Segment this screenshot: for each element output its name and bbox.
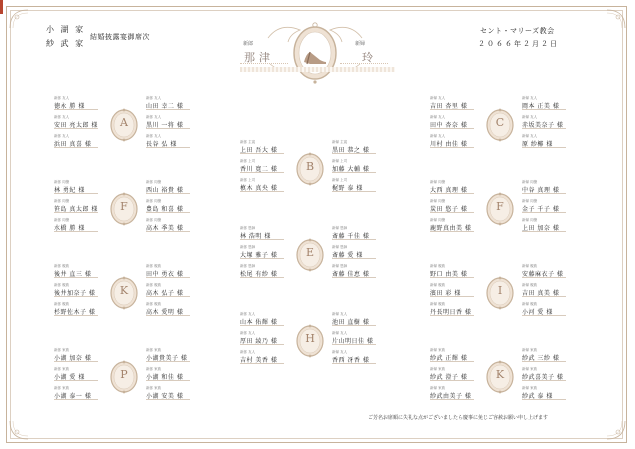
guest-seat [54, 302, 114, 320]
guest-relation: 新郎 同僚 [146, 199, 162, 203]
guest-relation: 新婦 家族 [522, 386, 538, 390]
guest-relation: 新婦 同僚 [430, 199, 446, 203]
guest-relation: 新郎 恩師 [240, 245, 256, 249]
guest-relation: 新郎 友人 [146, 115, 162, 119]
guest-underline [146, 147, 190, 148]
guest-relation: 新婦 友人 [430, 115, 446, 119]
corner-ornament-icon [605, 8, 627, 30]
guest-name: 林 浩明 様 [240, 233, 271, 240]
guest-name: 池田 直樹 様 [332, 319, 370, 326]
table-letter: I [497, 284, 503, 297]
guest-seat [240, 140, 300, 158]
guest-name: 野口 由美 様 [430, 271, 468, 278]
guest-seat [240, 312, 300, 330]
guest-relation: 新婦 家族 [522, 348, 538, 352]
guest-seat [430, 283, 490, 301]
guest-seat [522, 134, 582, 152]
decorative-lace-band [240, 67, 395, 72]
guest-name: 高木 季美 様 [146, 225, 184, 232]
guest-name: 黒田 恭之 様 [332, 147, 370, 154]
guest-relation: 新婦 同僚 [430, 218, 446, 222]
guest-name: 小河 愛 様 [522, 309, 553, 316]
guest-seat [332, 226, 392, 244]
guest-underline [522, 380, 566, 381]
guest-name: 浜田 真喜 様 [54, 141, 92, 148]
bride-name-underline [340, 63, 388, 64]
guest-relation: 新郎 恩師 [240, 264, 256, 268]
shoe-medallion-icon [260, 16, 370, 88]
guest-name: 豊島 和喜 様 [146, 206, 184, 213]
guest-relation: 新郎 親族 [146, 283, 162, 287]
guest-seat [430, 386, 490, 404]
guest-seat [522, 348, 582, 366]
guest-name: 山本 佑輝 様 [240, 319, 278, 326]
guest-relation: 新婦 親族 [522, 264, 538, 268]
guest-seat [240, 331, 300, 349]
guest-relation: 新婦 恩師 [332, 245, 348, 249]
guest-underline [146, 231, 190, 232]
guest-underline [522, 147, 566, 148]
groom-label: 新郎 [243, 41, 254, 47]
guest-underline [522, 109, 566, 110]
guest-name: 後井加奈子 様 [54, 290, 96, 297]
guest-name: 杉野佐木子 様 [54, 309, 96, 316]
guest-relation: 新婦 友人 [522, 134, 538, 138]
guest-seat [54, 199, 114, 217]
guest-underline [146, 399, 190, 400]
guest-name: 黒川 一将 様 [146, 122, 184, 129]
guest-name: 小湖 愛 様 [54, 374, 85, 381]
guest-underline [430, 109, 474, 110]
guest-underline [54, 296, 98, 297]
guest-relation: 新郎 友人 [54, 134, 70, 138]
guest-underline [146, 109, 190, 110]
bride-label: 新婦 [355, 41, 366, 47]
guest-seat [54, 115, 114, 133]
guest-name: 小湖貴美子 様 [146, 355, 188, 362]
guest-relation: 新郎 上司 [240, 178, 256, 182]
guest-seat [146, 96, 206, 114]
guest-underline [332, 325, 376, 326]
guest-underline [54, 380, 98, 381]
guest-name: 炭田 悠子 様 [430, 206, 468, 213]
guest-name: 大西 真理 様 [430, 187, 468, 194]
guest-seat [430, 134, 490, 152]
guest-name: 山田 幸二 様 [146, 103, 184, 110]
guest-name: 香川 寛二 様 [240, 166, 278, 173]
guest-underline [430, 380, 474, 381]
table-letter: F [496, 200, 504, 213]
guest-underline [240, 239, 284, 240]
guest-relation: 新郎 上司 [240, 159, 256, 163]
guest-underline [54, 193, 98, 194]
guest-name: 小湖 和佳 様 [146, 374, 184, 381]
guest-seat [332, 245, 392, 263]
guest-underline [522, 361, 566, 362]
bride-name: 玲 [362, 51, 377, 64]
table-letter: K [119, 284, 129, 297]
guest-underline [54, 315, 98, 316]
guest-seat [240, 350, 300, 368]
guest-seat [522, 96, 582, 114]
guest-seat [522, 264, 582, 282]
guest-underline [240, 258, 284, 259]
guest-name: 鹿野真由美 様 [430, 225, 472, 232]
guest-relation: 新郎 家族 [54, 367, 70, 371]
guest-seat [522, 199, 582, 217]
table-letter: A [120, 116, 128, 129]
guest-relation: 新婦 家族 [430, 386, 446, 390]
guest-name: 紗武 正輝 様 [430, 355, 468, 362]
guest-relation: 新婦 友人 [430, 96, 446, 100]
guest-relation: 新郎 家族 [146, 367, 162, 371]
guest-name: 紗武 泰 様 [522, 393, 553, 400]
guest-name: 田中 勇衣 様 [146, 271, 184, 278]
guest-relation: 新婦 同僚 [430, 180, 446, 184]
guest-name: 笹島 真太郎 様 [54, 206, 98, 213]
guest-underline [332, 344, 376, 345]
guest-relation: 新婦 恩師 [332, 226, 348, 230]
guest-relation: 新郎 親族 [54, 283, 70, 287]
guest-seat [146, 115, 206, 133]
event-title: 結婚披露宴御席次 [90, 33, 150, 41]
guest-underline [146, 296, 190, 297]
guest-relation: 新郎 友人 [240, 350, 256, 354]
guest-underline [54, 128, 98, 129]
guest-seat [54, 134, 114, 152]
guest-name: 松尾 有紗 様 [240, 271, 278, 278]
groom-name-underline [240, 63, 288, 64]
guest-seat [54, 180, 114, 198]
guest-underline [240, 363, 284, 364]
guest-seat [146, 199, 206, 217]
guest-relation: 新郎 同僚 [146, 180, 162, 184]
guest-seat [240, 159, 300, 177]
guest-underline [332, 239, 376, 240]
guest-relation: 新郎 主賓 [240, 140, 256, 144]
guest-relation: 新郎 同僚 [54, 218, 70, 222]
guest-relation: 新婦 上司 [332, 159, 348, 163]
bride-family-name: 紗 武 家 [46, 39, 86, 48]
guest-underline [430, 296, 474, 297]
guest-underline [522, 399, 566, 400]
guest-underline [332, 191, 376, 192]
guest-name: 上田 吾大 様 [240, 147, 278, 154]
guest-seat [146, 264, 206, 282]
guest-underline [430, 212, 474, 213]
guest-seat [332, 159, 392, 177]
guest-underline [430, 277, 474, 278]
guest-relation: 新婦 友人 [522, 115, 538, 119]
guest-underline [522, 315, 566, 316]
guest-name: 中谷 真理 様 [522, 187, 560, 194]
guest-name: 原 紗椰 様 [522, 141, 553, 148]
guest-underline [54, 212, 98, 213]
guest-name: 林 勇紀 様 [54, 187, 85, 194]
guest-name: 水橋 勝 様 [54, 225, 85, 232]
guest-underline [430, 231, 474, 232]
guest-name: 斎藤 愛 様 [332, 252, 363, 259]
guest-seat [522, 115, 582, 133]
guest-seat [332, 264, 392, 282]
guest-relation: 新婦 友人 [522, 96, 538, 100]
table-letter: B [305, 160, 315, 173]
guest-seat [54, 283, 114, 301]
guest-relation: 新郎 同僚 [54, 180, 70, 184]
guest-seat [332, 178, 392, 196]
guest-relation: 新郎 友人 [54, 96, 70, 100]
guest-relation: 新郎 同僚 [54, 199, 70, 203]
event-date: ２０６６年２月２日 [478, 40, 559, 48]
guest-seat [430, 199, 490, 217]
guest-underline [146, 193, 190, 194]
guest-seat [54, 218, 114, 236]
guest-relation: 新郎 友人 [146, 134, 162, 138]
guest-seat [522, 283, 582, 301]
groom-name: 那津 [244, 51, 274, 64]
guest-underline [54, 399, 98, 400]
guest-seat [522, 367, 582, 385]
guest-name: 安田 亮太郎 様 [54, 122, 98, 129]
guest-underline [240, 344, 284, 345]
guest-name: 濱田 彩 様 [430, 290, 461, 297]
guest-seat [54, 386, 114, 404]
guest-underline [522, 193, 566, 194]
guest-underline [54, 231, 98, 232]
guest-underline [240, 191, 284, 192]
guest-name: 徳永 勝 様 [54, 103, 85, 110]
guest-underline [332, 258, 376, 259]
guest-relation: 新郎 家族 [54, 348, 70, 352]
guest-underline [522, 296, 566, 297]
guest-seat [430, 180, 490, 198]
guest-relation: 新婦 親族 [430, 264, 446, 268]
guest-relation: 新郎 親族 [54, 264, 70, 268]
guest-seat [522, 386, 582, 404]
guest-name: 吉村 美香 様 [240, 357, 278, 364]
guest-seat [522, 180, 582, 198]
guest-underline [240, 325, 284, 326]
guest-seat [146, 386, 206, 404]
guest-name: 加藤 大輔 様 [332, 166, 370, 173]
guest-underline [54, 109, 98, 110]
guest-underline [54, 361, 98, 362]
guest-underline [240, 153, 284, 154]
guest-name: 片山明日佳 様 [332, 338, 374, 345]
guest-seat [430, 302, 490, 320]
guest-relation: 新婦 家族 [430, 348, 446, 352]
guest-name: 安藤麻衣子 様 [522, 271, 564, 278]
guest-name: 西山 裕貴 様 [146, 187, 184, 194]
guest-name: 斎藤 佳恵 様 [332, 271, 370, 278]
guest-relation: 新婦 同僚 [522, 180, 538, 184]
text-cursor-marker [0, 0, 3, 14]
guest-underline [146, 361, 190, 362]
guest-seat [240, 245, 300, 263]
guest-seat [332, 312, 392, 330]
groom-family-name: 小 湖 家 [46, 25, 86, 34]
guest-name: 小湖 泰一 様 [54, 393, 92, 400]
guest-name: 大塚 雅子 様 [240, 252, 278, 259]
guest-underline [146, 128, 190, 129]
corner-ornament-icon [605, 419, 627, 441]
guest-seat [240, 178, 300, 196]
guest-underline [146, 212, 190, 213]
guest-seat [332, 331, 392, 349]
guest-relation: 新郎 友人 [240, 312, 256, 316]
guest-relation: 新郎 友人 [54, 115, 70, 119]
guest-seat [146, 302, 206, 320]
guest-seat [54, 348, 114, 366]
guest-seat [430, 96, 490, 114]
guest-relation: 新郎 家族 [54, 386, 70, 390]
footer-note: ご芳名お席順に失礼な点がございましたら慶事に免じご容赦お願い申し上げます [368, 415, 549, 421]
guest-name: 香西 冴香 様 [332, 357, 370, 364]
guest-underline [430, 361, 474, 362]
guest-seat [146, 283, 206, 301]
guest-name: 吉田 杏里 様 [430, 103, 468, 110]
guest-name: 高木 愛明 様 [146, 309, 184, 316]
guest-relation: 新婦 親族 [522, 302, 538, 306]
table-letter: C [495, 116, 505, 129]
table-letter: K [495, 368, 505, 381]
guest-relation: 新郎 家族 [146, 348, 162, 352]
guest-relation: 新婦 同僚 [522, 199, 538, 203]
guest-name: 斎藤 千佳 様 [332, 233, 370, 240]
guest-relation: 新郎 親族 [146, 264, 162, 268]
guest-underline [522, 231, 566, 232]
guest-seat [430, 115, 490, 133]
guest-underline [522, 128, 566, 129]
guest-name: 小湖 安美 様 [146, 393, 184, 400]
guest-name: 厚田 綾乃 様 [240, 338, 278, 345]
guest-underline [240, 172, 284, 173]
guest-name: 紗武喜美子 様 [522, 374, 564, 381]
guest-underline [522, 212, 566, 213]
guest-name: 後井 直三 様 [54, 271, 92, 278]
guest-relation: 新郎 家族 [146, 386, 162, 390]
guest-underline [54, 147, 98, 148]
guest-name: 小湖 加奈 様 [54, 355, 92, 362]
guest-relation: 新婦 親族 [522, 283, 538, 287]
guest-name: 紗武 澄子 様 [430, 374, 468, 381]
guest-underline [146, 277, 190, 278]
guest-seat [430, 367, 490, 385]
guest-seat [430, 348, 490, 366]
guest-name: 田中 杏奈 様 [430, 122, 468, 129]
guest-underline [332, 172, 376, 173]
venue-name: セント・マリーズ教会 [480, 27, 555, 35]
table-letter: P [120, 368, 128, 381]
guest-underline [430, 315, 474, 316]
guest-name: 丹長明日香 様 [430, 309, 472, 316]
guest-seat [146, 180, 206, 198]
guest-seat [430, 264, 490, 282]
corner-ornament-icon [8, 8, 30, 30]
guest-name: 長谷 弘 様 [146, 141, 177, 148]
guest-seat [240, 264, 300, 282]
guest-relation: 新郎 恩師 [240, 226, 256, 230]
guest-relation: 新婦 友人 [332, 350, 348, 354]
guest-name: 上田 加奈 様 [522, 225, 560, 232]
guest-seat [146, 348, 206, 366]
guest-relation: 新婦 上司 [332, 178, 348, 182]
guest-underline [430, 399, 474, 400]
guest-name: 赤坂美奈子 様 [522, 122, 564, 129]
guest-relation: 新郎 同僚 [146, 218, 162, 222]
guest-relation: 新婦 親族 [430, 302, 446, 306]
guest-relation: 新婦 主賓 [332, 140, 348, 144]
guest-underline [430, 147, 474, 148]
corner-ornament-icon [8, 419, 30, 441]
guest-underline [522, 277, 566, 278]
guest-underline [332, 153, 376, 154]
table-letter: H [305, 332, 315, 345]
guest-name: 川村 由佳 様 [430, 141, 468, 148]
guest-relation: 新婦 親族 [430, 283, 446, 287]
guest-name: 紗武 三紗 様 [522, 355, 560, 362]
guest-relation: 新郎 親族 [54, 302, 70, 306]
guest-seat [146, 367, 206, 385]
guest-underline [54, 277, 98, 278]
guest-seat [54, 367, 114, 385]
guest-seat [146, 134, 206, 152]
guest-name: 紗武由美子 様 [430, 393, 472, 400]
guest-relation: 新郎 友人 [146, 96, 162, 100]
guest-seat [430, 218, 490, 236]
guest-relation: 新婦 同僚 [522, 218, 538, 222]
guest-name: 金子 千子 様 [522, 206, 560, 213]
guest-name: 岡本 正美 様 [522, 103, 560, 110]
table-letter: F [120, 200, 128, 213]
guest-seat [54, 96, 114, 114]
guest-underline [332, 277, 376, 278]
guest-relation: 新婦 友人 [332, 312, 348, 316]
guest-relation: 新婦 友人 [430, 134, 446, 138]
guest-underline [430, 193, 474, 194]
guest-name: 高木 弘子 様 [146, 290, 184, 297]
guest-seat [522, 218, 582, 236]
guest-seat [240, 226, 300, 244]
guest-name: 梶野 泰 様 [332, 185, 363, 192]
guest-name: 槙木 真央 様 [240, 185, 278, 192]
guest-underline [332, 363, 376, 364]
guest-underline [146, 315, 190, 316]
guest-relation: 新婦 友人 [332, 331, 348, 335]
guest-relation: 新郎 友人 [240, 331, 256, 335]
guest-relation: 新郎 親族 [146, 302, 162, 306]
guest-name: 吉田 真美 様 [522, 290, 560, 297]
guest-seat [146, 218, 206, 236]
guest-underline [430, 128, 474, 129]
table-letter: E [305, 246, 315, 259]
guest-seat [332, 350, 392, 368]
guest-relation: 新婦 家族 [430, 367, 446, 371]
guest-underline [240, 277, 284, 278]
guest-seat [54, 264, 114, 282]
guest-underline [146, 380, 190, 381]
guest-relation: 新婦 恩師 [332, 264, 348, 268]
guest-seat [332, 140, 392, 158]
guest-relation: 新婦 家族 [522, 367, 538, 371]
guest-seat [522, 302, 582, 320]
